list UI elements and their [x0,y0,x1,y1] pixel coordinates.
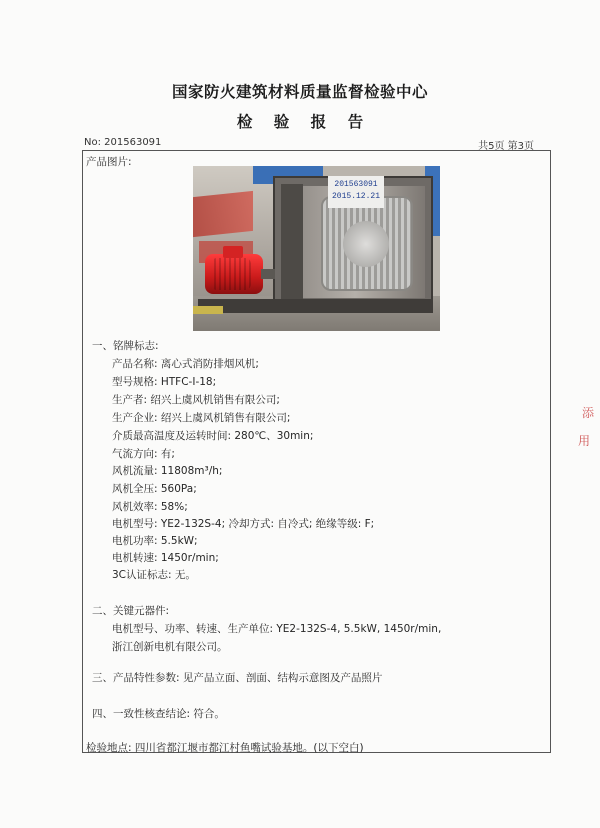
sample-date: 2015.12.21 [331,192,380,201]
margin-ink-mark: 添 [582,406,595,420]
nameplate-row: 生产者: 绍兴上虞风机销售有限公司; [112,394,280,406]
components-line: 电机型号、功率、转速、生产单位: YE2-132S-4, 5.5kW, 1450r/min, [112,623,442,635]
margin-ink-mark: 用 [578,434,591,448]
nameplate-row: 型号规格: HTFC-Ⅰ-18; [112,376,217,388]
nameplate-row: 介质最高温度及运转时间: 280℃、30min; [112,430,314,442]
nameplate-row: 风机流量: 11808m³/h; [112,465,223,477]
nameplate-row: 气流方向: 有; [112,448,175,460]
motor-ribs [211,258,251,290]
fan-hub [343,221,389,267]
product-photo [193,166,440,331]
section-consistency: 四、一致性核查结论: 符合。 [92,708,225,720]
motor-shaft [261,269,275,279]
page-indicator: 共5页 第3页 [478,141,534,152]
photo-label: 产品图片: [86,156,132,168]
nameplate-row: 风机效率: 58%; [112,501,188,513]
nameplate-row: 电机转速: 1450r/min; [112,552,219,564]
sample-label-card [328,176,384,208]
report-number: No: 201563091 [84,137,162,148]
fan-base [198,299,433,313]
org-title: 国家防火建筑材料质量监督检验中心 [171,83,428,101]
fan-side-panel [281,184,303,302]
nameplate-row: 生产企业: 绍兴上虞风机销售有限公司; [112,412,291,424]
document-title: 检 验 报 告 [236,113,372,131]
section-features: 三、产品特性参数: 见产品立面、剖面、结构示意图及产品照片 [92,672,383,684]
section-components-heading: 二、关键元器件: [92,605,170,617]
test-location: 检验地点: 四川省都江堰市都江村鱼嘴试验基地。(以下空白) [86,742,364,754]
base-support [193,306,223,314]
nameplate-row: 产品名称: 离心式消防排烟风机; [112,358,259,370]
nameplate-row: 电机型号: YE2-132S-4; 冷却方式: 自冷式; 绝缘等级: F; [112,518,375,530]
nameplate-row: 风机全压: 560Pa; [112,483,197,495]
sample-number: 201563091 [334,180,378,189]
section-nameplate-heading: 一、铭牌标志: [92,340,159,352]
motor-terminal-box [223,246,243,258]
nameplate-row: 电机功率: 5.5kW; [112,535,198,547]
components-line: 浙江创新电机有限公司。 [112,641,228,653]
nameplate-row: 3C认证标志: 无。 [112,569,196,581]
photo-red-rack [193,191,253,237]
